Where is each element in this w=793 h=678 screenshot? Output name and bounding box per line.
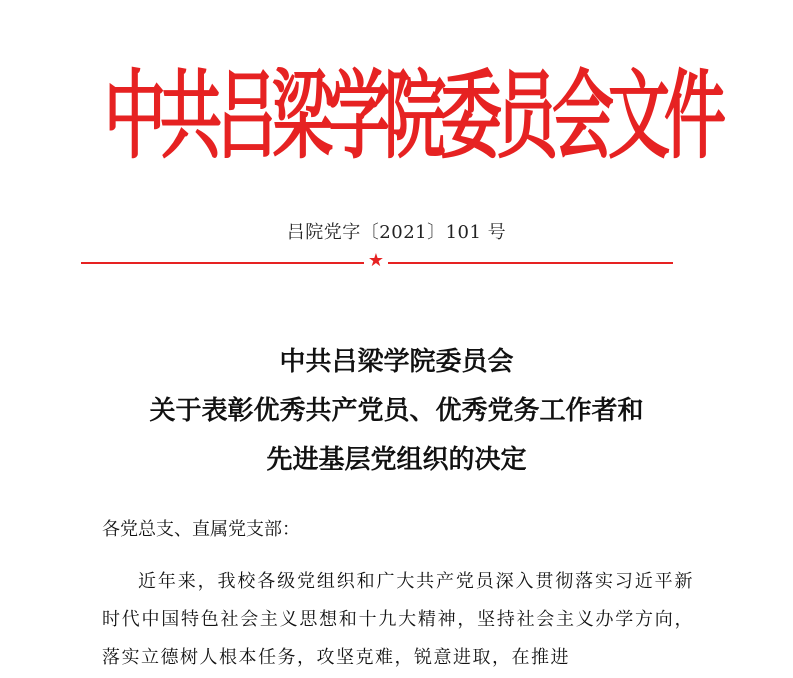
document-number: 吕院党字〔2021〕101 号 bbox=[286, 222, 507, 243]
star-icon: ★ bbox=[367, 250, 385, 271]
salutation: 各党总支、直属党支部： bbox=[102, 519, 300, 540]
red-divider-right bbox=[388, 262, 673, 264]
red-divider-left bbox=[81, 262, 364, 264]
title-line: 关于表彰优秀共产党员、优秀党务工作者和 bbox=[149, 396, 644, 426]
document-title bbox=[0, 338, 793, 485]
red-header-title: 中共吕梁学院委员会文件 bbox=[104, 59, 721, 173]
body-paragraph: 近年来，我校各级党组织和广大共产党员深入贯彻落实习近平新时代中国特色社会主义思想和十九大精神，坚持社会主义办学方向，落实立德树人根本任务，攻坚克难，锐意进取，在推进 bbox=[102, 571, 694, 668]
title-line: 中共吕梁学院委员会 bbox=[279, 347, 514, 377]
title-line: 先进基层党组织的决定 bbox=[266, 445, 527, 475]
body-text bbox=[102, 563, 694, 677]
